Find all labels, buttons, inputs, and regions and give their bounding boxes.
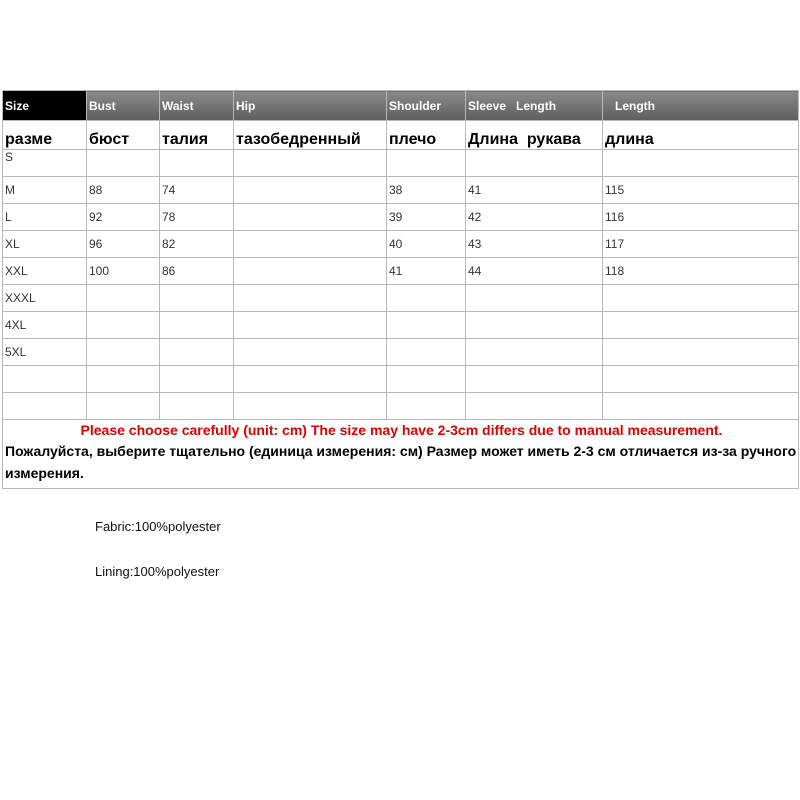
- header-ru-sleeve-length: Длина рукава: [466, 121, 603, 150]
- header-shoulder: Shoulder: [387, 91, 466, 121]
- size-cell: XXXL: [3, 285, 87, 312]
- table-row: [3, 231, 799, 258]
- size-cell: L: [3, 204, 87, 231]
- lining-info: Lining:100%polyester: [95, 564, 220, 579]
- table-cell: 78: [160, 204, 234, 231]
- table-cell: 86: [160, 258, 234, 285]
- table-cell: [466, 150, 603, 177]
- header-row-ru: [3, 121, 799, 150]
- note-russian: Пожалуйста, выберите тщательно (единица измерения: см) Размер может иметь 2-3 см отличается из-за ручного измерения.: [5, 443, 797, 481]
- table-row: [3, 258, 799, 285]
- table-cell: [87, 150, 160, 177]
- table-cell: [466, 285, 603, 312]
- table-cell: [466, 366, 603, 393]
- table-cell: 92: [87, 204, 160, 231]
- table-cell: [466, 312, 603, 339]
- table-cell: [603, 393, 799, 420]
- header-ru-shoulder: плечо: [387, 121, 466, 150]
- table-cell: 100: [87, 258, 160, 285]
- table-cell: [603, 366, 799, 393]
- table-cell: [234, 150, 387, 177]
- header-ru-size: разме: [3, 121, 87, 150]
- table-cell: [234, 312, 387, 339]
- table-cell: [160, 393, 234, 420]
- table-cell: 74: [160, 177, 234, 204]
- table-cell: [603, 339, 799, 366]
- table-cell: 44: [466, 258, 603, 285]
- header-waist: Waist: [160, 91, 234, 121]
- table-row: [3, 312, 799, 339]
- size-cell: S: [3, 150, 87, 177]
- table-cell: [234, 231, 387, 258]
- table-cell: [234, 366, 387, 393]
- size-cell: XL: [3, 231, 87, 258]
- size-chart-table: [2, 90, 799, 489]
- header-ru-hip: тазобедренный: [234, 121, 387, 150]
- size-cell: XXL: [3, 258, 87, 285]
- table-cell: [603, 150, 799, 177]
- table-cell: [234, 393, 387, 420]
- table-cell: 116: [603, 204, 799, 231]
- table-cell: 40: [387, 231, 466, 258]
- table-row: [3, 177, 799, 204]
- table-row: [3, 366, 799, 393]
- size-note: [3, 420, 799, 489]
- table-cell: [160, 312, 234, 339]
- table-cell: [387, 150, 466, 177]
- table-cell: 96: [87, 231, 160, 258]
- table-cell: [87, 393, 160, 420]
- header-row-en: [3, 91, 799, 121]
- table-cell: [234, 204, 387, 231]
- table-cell: 117: [603, 231, 799, 258]
- table-cell: 88: [87, 177, 160, 204]
- table-cell: 38: [387, 177, 466, 204]
- header-ru-bust: бюст: [87, 121, 160, 150]
- table-cell: [160, 366, 234, 393]
- table-row: [3, 339, 799, 366]
- size-cell: M: [3, 177, 87, 204]
- table-row: [3, 150, 799, 177]
- header-ru-waist: талия: [160, 121, 234, 150]
- table-cell: [603, 285, 799, 312]
- table-cell: [160, 150, 234, 177]
- table-cell: [387, 366, 466, 393]
- header-sleeve-length: Sleeve Length: [466, 91, 603, 121]
- table-cell: 115: [603, 177, 799, 204]
- table-cell: 82: [160, 231, 234, 258]
- header-ru-length: длина: [603, 121, 799, 150]
- fabric-info: Fabric:100%polyester: [95, 519, 221, 534]
- header-length: Length: [603, 91, 799, 121]
- size-cell: 4XL: [3, 312, 87, 339]
- table-cell: [387, 285, 466, 312]
- table-cell: [234, 177, 387, 204]
- size-cell: [3, 366, 87, 393]
- table-cell: 41: [387, 258, 466, 285]
- note-english: Please choose carefully (unit: cm) The size may have 2-3cm differs due to manual measurement.: [80, 422, 723, 438]
- table-cell: [87, 366, 160, 393]
- table-row: [3, 393, 799, 420]
- table-cell: [466, 339, 603, 366]
- table-cell: 39: [387, 204, 466, 231]
- size-cell: 5XL: [3, 339, 87, 366]
- header-bust: Bust: [87, 91, 160, 121]
- table-cell: [87, 339, 160, 366]
- table-cell: [87, 312, 160, 339]
- note-row: [3, 420, 799, 489]
- size-cell: [3, 393, 87, 420]
- table-cell: [160, 339, 234, 366]
- table-cell: 118: [603, 258, 799, 285]
- table-cell: [466, 393, 603, 420]
- table-cell: 43: [466, 231, 603, 258]
- table-cell: [234, 339, 387, 366]
- table-row: [3, 285, 799, 312]
- table-cell: [234, 285, 387, 312]
- table-cell: [387, 393, 466, 420]
- header-size: Size: [3, 91, 87, 121]
- table-cell: [603, 312, 799, 339]
- table-cell: [234, 258, 387, 285]
- table-cell: [387, 312, 466, 339]
- table-row: [3, 204, 799, 231]
- table-cell: 42: [466, 204, 603, 231]
- table-cell: [387, 339, 466, 366]
- table-cell: [160, 285, 234, 312]
- table-cell: 41: [466, 177, 603, 204]
- header-hip: Hip: [234, 91, 387, 121]
- table-cell: [87, 285, 160, 312]
